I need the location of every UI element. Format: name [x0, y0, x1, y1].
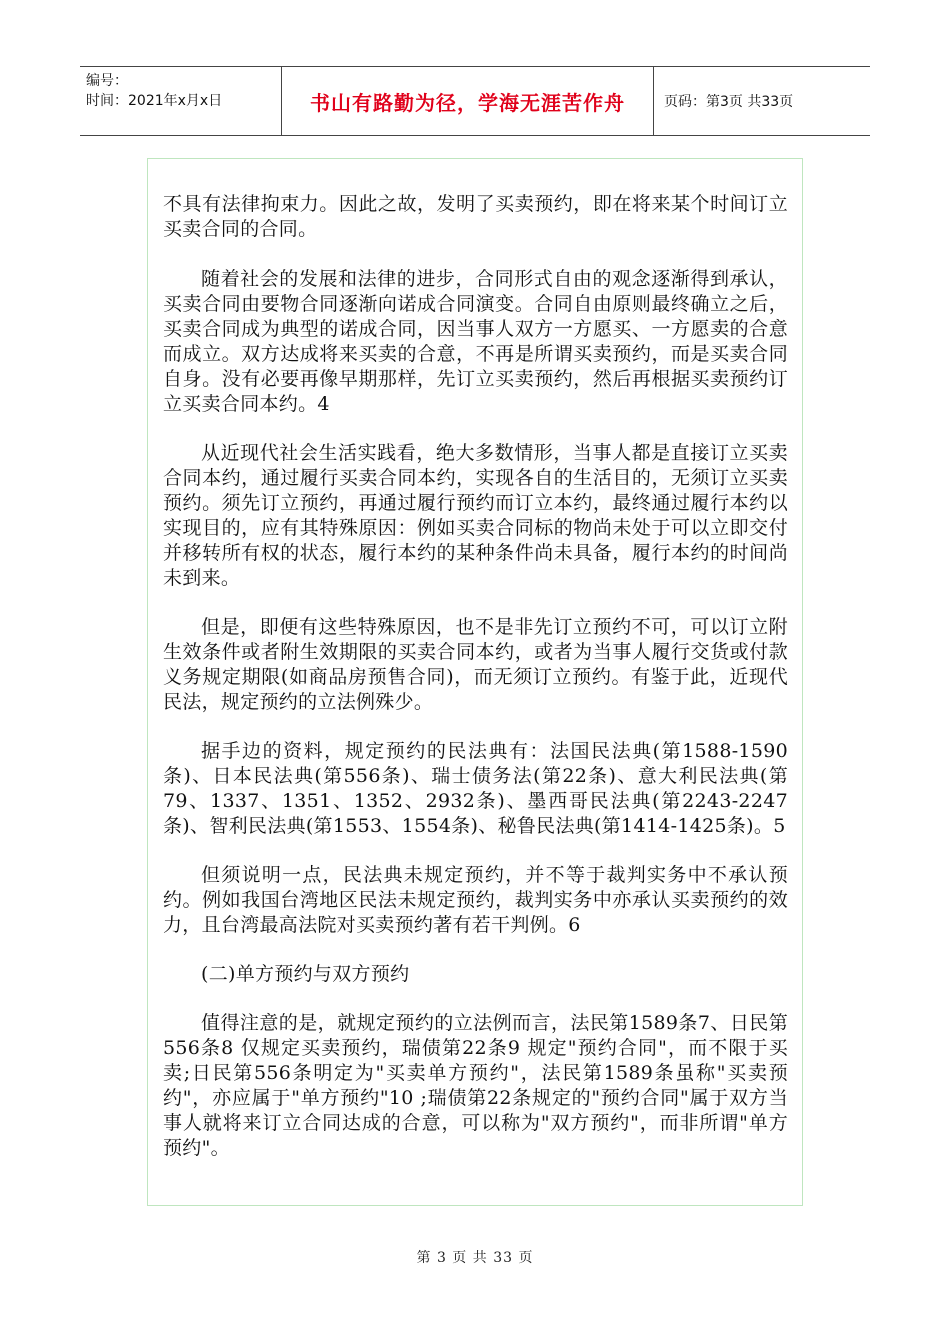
- paragraph: 随着社会的发展和法律的进步，合同形式自由的观念逐渐得到承认，买卖合同由要物合同逐渐向诺成合同演变。合同自由原则最终确立之后，买卖合同成为典型的诺成合同，因当事人双方一方愿买、一方愿卖的合意而成立。双方达成将来买卖的合意，不再是所谓买卖预约，而是买卖合同自身。没有必要再像早期那样，先订立买卖预约，然后再根据买卖预约订立买卖合同本约。4: [163, 268, 788, 415]
- header-page-info: 页码：第3页 共33页: [664, 94, 794, 110]
- section-heading: (二)单方预约与双方预约: [201, 963, 410, 985]
- paragraph: 值得注意的是，就规定预约的立法例而言，法民第1589条7、日民第556条8 仅规定买卖预约，瑞债第22条9 规定"预约合同"，而不限于买卖;日民第556条明定为"买卖单方预约"，法民第1589条虽称"买卖预约"，亦应属于"单方预约"10 ;瑞债第22条规定的"预约合同"属于双方当事人就将来订立合同达成的合意，可以称为"双方预约"，而非所谓"单方预约"。: [163, 1012, 788, 1159]
- page-footer: 第 3 页 共 33 页: [416, 1250, 534, 1266]
- paragraph: 从近现代社会生活实践看，绝大多数情形，当事人都是直接订立买卖合同本约，通过履行买卖合同本约，实现各自的生活目的，无须订立买卖预约。须先订立预约，再通过履行预约而订立本约，最终通过履行本约以实现目的，应有其特殊原因：例如买卖合同标的物尚未处于可以立即交付并移转所有权的状态，履行本约的某种条件尚未具备，履行本约的时间尚未到来。: [163, 442, 788, 589]
- paragraph: 但是，即便有这些特殊原因，也不是非先订立预约不可，可以订立附生效条件或者附生效期限的买卖合同本约，或者为当事人履行交货或付款义务规定期限(如商品房预售合同)，而无须订立预约。有鉴于此，近现代民法，规定预约的立法例殊少。: [163, 616, 788, 713]
- header-meta: [80, 67, 282, 135]
- number-label: 编号：: [86, 73, 128, 89]
- date-label: 时间：2021年x月x日: [86, 93, 223, 109]
- paragraph: 据手边的资料，规定预约的民法典有：法国民法典(第1588-1590条)、日本民法典(第556条)、瑞士债务法(第22条)、意大利民法典(第79、1337、1351、1352、2932条)、墨西哥民法典(第2243-2247条)、智利民法典(第1553、1554条)、秘鲁民法典(第1414-1425条)。5: [163, 740, 788, 837]
- paragraph: 但须说明一点，民法典未规定预约，并不等于裁判实务中不承认预约。例如我国台湾地区民法未规定预约，裁判实务中亦承认买卖预约的效力，且台湾最高法院对买卖预约著有若干判例。6: [163, 864, 788, 936]
- document-body: [163, 192, 788, 1185]
- page-header: [80, 66, 870, 136]
- header-motto: 书山有路勤为径，学海无涯苦作舟: [282, 67, 654, 135]
- paragraph: 不具有法律拘束力。因此之故，发明了买卖预约，即在将来某个时间订立买卖合同的合同。: [163, 193, 788, 240]
